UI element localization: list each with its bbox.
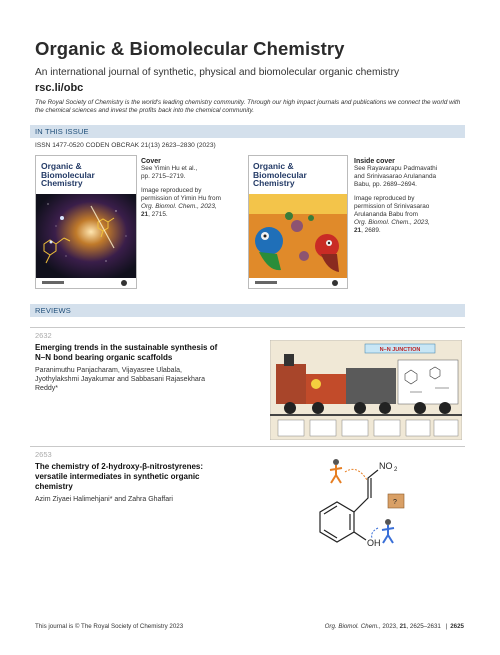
article-entry[interactable] [35,462,265,504]
nitro-subscript: 2 [394,467,398,473]
inside-cover-credit-volume: 21 [354,227,362,234]
in-this-issue-bar [30,125,465,138]
hydroxyl-label: OH [367,538,381,548]
inside-cover-artwork [249,156,347,288]
cover-thumbnail[interactable] [35,155,137,289]
inside-cover-caption [354,158,469,235]
inside-cover-journal-title-3: Chemistry [253,178,295,188]
inside-cover-caption-head: Inside cover [354,158,395,165]
article-page-number: 2653 [35,450,52,459]
cover-caption-head: Cover [141,158,161,165]
article-authors-line3: Reddy* [35,385,58,392]
inside-cover-journal-title-2: Biomolecular [253,169,307,180]
footer-page-number: 2625 [450,623,464,630]
copyright-footer: This journal is © The Royal Society of Chemistry 2023 [35,623,184,630]
inside-cover-thumbnail[interactable] [248,155,348,289]
article-title-line1[interactable]: The chemistry of 2-hydroxy-β-nitrostyrenes: [35,462,204,471]
cover-journal-title-3: Chemistry [41,178,83,188]
article-entry[interactable] [35,343,265,393]
divider [30,446,465,447]
nitro-group-label: NO [379,461,393,471]
footer-volume: 21 [399,623,407,630]
citation-footer [325,623,464,630]
inside-cover-caption-line1: See Rayavarapu Padmavathi [354,165,438,172]
inside-cover-credit-5 [354,227,469,235]
graphical-abstract-nn-junction [270,340,462,440]
inside-cover-credit-3: Arulananda Babu from [354,211,418,218]
cover-credit-1: Image reproduced by [141,187,202,194]
cover-credit-page: , 2715. [148,211,168,218]
article-page-number: 2632 [35,331,52,340]
footer-separator: | [445,623,448,630]
cover-credit-volume: 21 [141,211,149,218]
footer-journal: Org. Biomol. Chem. [324,623,379,630]
cover-caption [141,158,236,219]
inside-cover-journal-title-1: Organic & [253,161,294,171]
reviews-label: REVIEWS [35,306,71,315]
cover-caption-line2: pp. 2715–2719. [141,173,186,180]
footer-pages: , 2625–2631 [406,623,441,630]
inside-cover-caption-line2: and Srinivasarao Arulananda [354,173,437,180]
cover-artwork [36,156,136,288]
cover-journal-title-1: Organic & [41,161,82,171]
journal-url[interactable]: rsc.li/obc [35,82,84,94]
cover-credit-3: Org. Biomol. Chem., 2023, [141,203,217,210]
article-authors-line1: Paranimuthu Panjacharam, Vijayasree Ulabala, [35,367,182,374]
cover-caption-line1: See Yimin Hu et al., [141,165,198,172]
article-title-line3[interactable]: chemistry [35,482,73,491]
inside-cover-credit-2: permission of Srinivasarao [354,203,430,210]
divider [30,327,465,328]
article-title-line2[interactable]: versatile intermediates in synthetic organic [35,472,200,481]
reviews-bar [30,304,465,317]
article-authors-line2: Jyothylakshmi Jayakumar and Sabbasani Rajasekhara [35,376,206,383]
graphical-abstract-nitrostyrene [290,452,440,552]
article-authors-line1: Azim Ziyaei Halimehjani* and Zahra Ghaffari [35,496,173,503]
article-title-line1[interactable]: Emerging trends in the sustainable synthesis of [35,343,218,352]
footer-year: , 2023, [378,623,400,630]
cover-journal-title-2: Biomolecular [41,169,95,180]
inside-cover-caption-line3: Babu, pp. 2689–2694. [354,181,417,188]
in-this-issue-label: IN THIS ISSUE [35,127,89,136]
inside-cover-credit-4: Org. Biomol. Chem., 2023, [354,219,430,226]
inside-cover-credit-1: Image reproduced by [354,195,415,202]
cover-credit-2: permission of Yimin Hu from [141,195,221,202]
rsc-blurb: The Royal Society of Chemistry is the world's leading chemistry community. Through our high impact journals and publications we connect the world with the chemical sciences and invest the profits back into the chemical community. [35,99,461,115]
journal-title: Organic & Biomolecular Chemistry [35,38,345,59]
question-mark: ? [393,499,397,506]
graphic-banner-text: N–N JUNCTION [379,347,421,353]
journal-subtitle: An international journal of synthetic, physical and biomolecular organic chemistry [35,67,400,78]
inside-cover-credit-page: , 2689. [361,227,381,234]
cover-credit-4 [141,211,236,219]
article-title-line2[interactable]: N–N bond bearing organic scaffolds [35,353,173,362]
issn-line: ISSN 1477-0520 CODEN OBCRAK 21(13) 2623–2830 (2023) [35,142,216,149]
